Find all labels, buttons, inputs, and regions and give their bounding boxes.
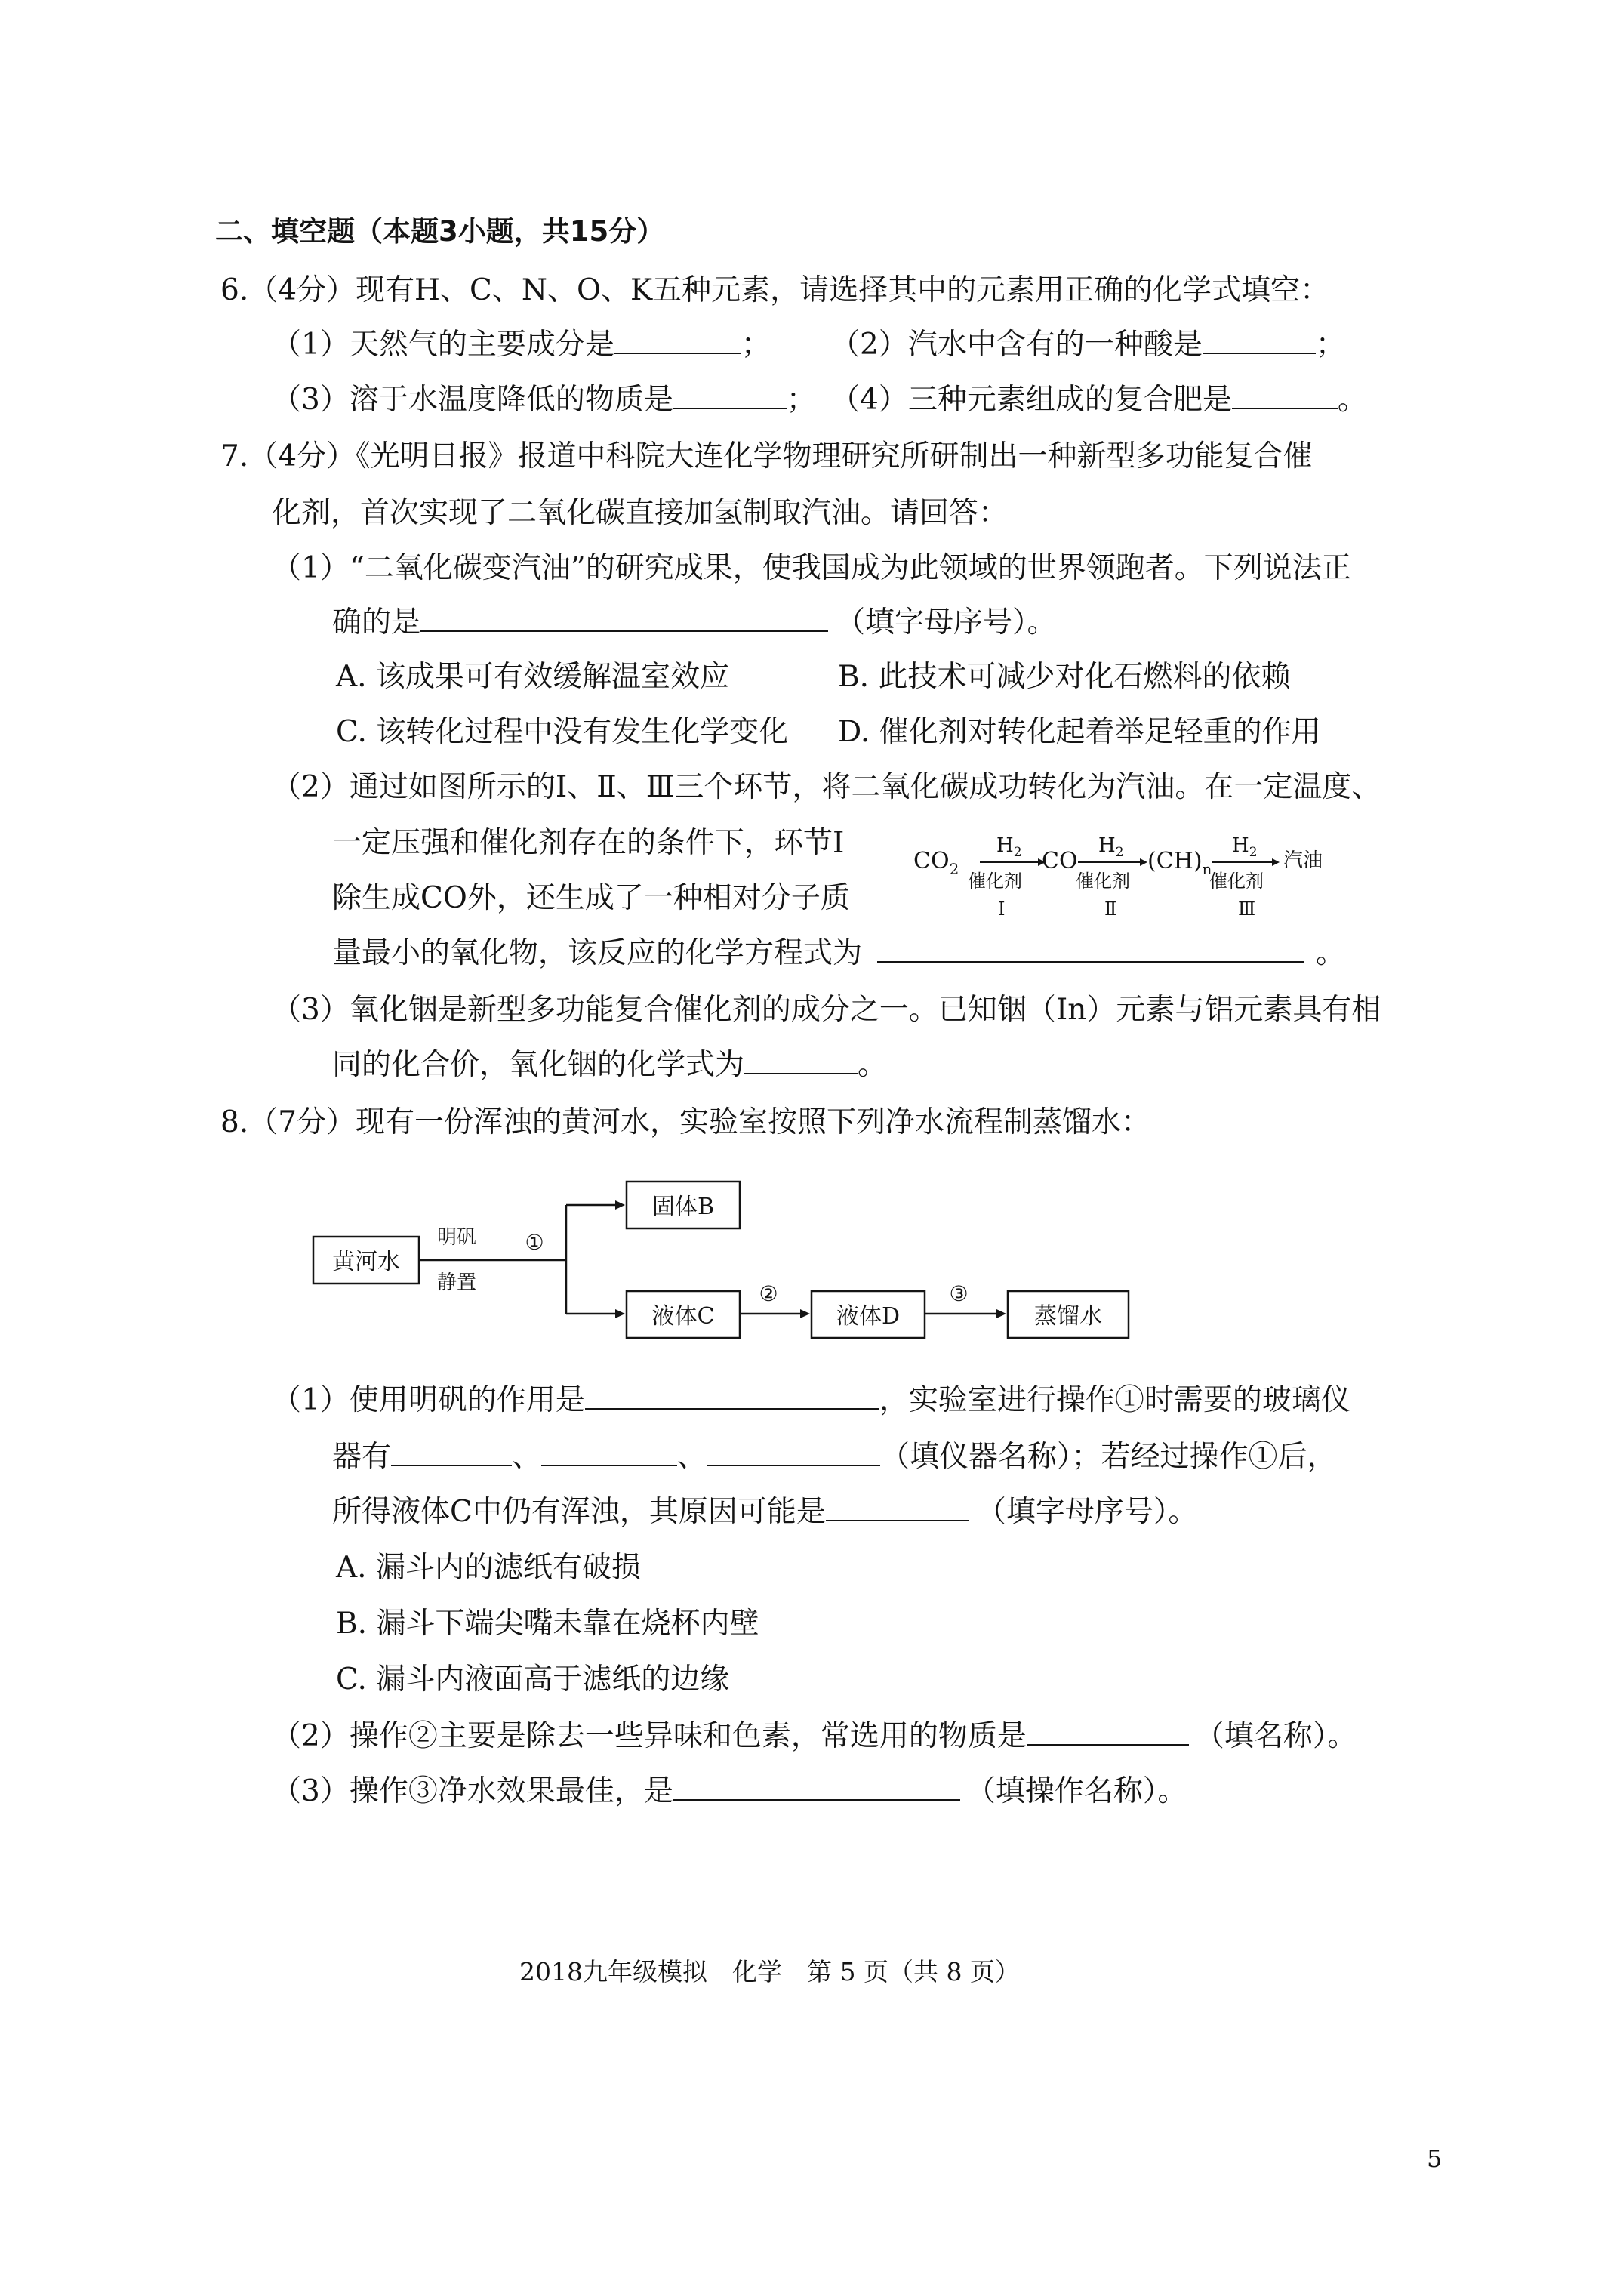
q6-part3-blank[interactable] <box>673 382 787 409</box>
flow-reagent-label: 明矾 <box>436 1226 477 1249</box>
q8-part1-line3-text: 所得液体C中仍有浑浊，其原因可能是 <box>332 1495 826 1529</box>
q8-option-a: A. 漏斗内的滤纸有破损 <box>336 1551 641 1585</box>
q7-part3-blank[interactable] <box>744 1047 858 1074</box>
scheme-step-3: Ⅲ <box>1238 898 1256 920</box>
flow-op2-label: ② <box>759 1281 778 1306</box>
q6-part3-end: ； <box>786 383 816 417</box>
q7-option-c: C. 该转化过程中没有发生化学变化 <box>336 715 789 749</box>
q8-part1-blank-4[interactable] <box>707 1439 880 1466</box>
q7-option-b: B. 此技术可减少对化石燃料的依赖 <box>838 660 1291 694</box>
flow-arrowhead-solid <box>615 1200 625 1210</box>
q6-part1-blank[interactable] <box>614 327 741 354</box>
q7-part2-line3: 除生成CO外，还生成了一种相对分子质 <box>332 881 850 915</box>
q6-part2-end: ； <box>1315 328 1345 362</box>
scheme-step-1: Ⅰ <box>998 898 1006 920</box>
q7-part2-line2: 一定压强和催化剂存在的条件下，环节Ⅰ <box>332 826 845 860</box>
scheme-h2-2: $H_2$ <box>1098 834 1124 860</box>
q6-part4-end: 。 <box>1337 383 1367 417</box>
q8-part3-end: （填操作名称）。 <box>965 1774 1187 1808</box>
q7-part2-line1: （2）通过如图所示的Ⅰ、Ⅱ、Ⅲ三个环节，将二氧化碳成功转化为汽油。在一定温度、 <box>272 770 1381 804</box>
q6-part4-blank[interactable] <box>1232 382 1338 409</box>
q7-part2-line4 <box>332 935 1345 972</box>
q7-stem-line1: 7.（4分）《光明日报》报道中科院大连化学物理研究所研制出一种新型多功能复合催 <box>220 439 1313 473</box>
scheme-arrowhead-2 <box>1140 858 1147 866</box>
q6-part1-text: （1）天然气的主要成分是 <box>272 328 614 362</box>
scheme-ch: $(CH)_n$ <box>1147 848 1212 878</box>
scheme-step-2: Ⅱ <box>1104 898 1117 920</box>
q7-part1-line2-text: 确的是 <box>332 606 421 639</box>
q6-part2-blank[interactable] <box>1203 327 1316 354</box>
scheme-catalyst-3: 催化剂 <box>1209 871 1264 892</box>
q6-part4-text: （4）三种元素组成的复合肥是 <box>830 383 1232 417</box>
q8-part1-blank-1[interactable] <box>585 1382 879 1410</box>
flow-op3-label: ③ <box>949 1281 969 1306</box>
q7-part1-line1: （1）“二氧化碳变汽油”的研究成果，使我国成为此领域的世界领跑者。下列说法正 <box>272 551 1351 585</box>
q8-option-c: C. 漏斗内液面高于滤纸的边缘 <box>336 1663 730 1697</box>
flow-start-label: 黄河水 <box>332 1249 400 1275</box>
q8-part1-sep-2: 、 <box>677 1440 707 1474</box>
q8-part3-text: （3）操作③净水效果最佳，是 <box>272 1774 673 1808</box>
q8-part3 <box>272 1773 1187 1811</box>
flow-liquid-c-label: 液体C <box>651 1303 715 1330</box>
flow-solid-b-label: 固体B <box>651 1194 715 1220</box>
q6-part2-text: （2）汽水中含有的一种酸是 <box>830 328 1203 362</box>
flow-distilled-label: 蒸馏水 <box>1034 1303 1102 1330</box>
q8-part2-end: （填名称）。 <box>1194 1719 1357 1753</box>
scheme-h2-3: $H_2$ <box>1232 834 1258 860</box>
scheme-gasoline: 汽油 <box>1283 849 1323 872</box>
page-number: 5 <box>1427 2144 1443 2173</box>
q8-part1-line1 <box>272 1382 1350 1419</box>
q8-part1-line3 <box>332 1493 1197 1531</box>
purification-flowchart <box>302 1163 1147 1351</box>
flow-liquid-d-label: 液体D <box>836 1303 901 1330</box>
q6-part1-end: ； <box>741 328 771 362</box>
scheme-h2-1: $H_2$ <box>996 834 1022 860</box>
q8-part1-sep-1: 、 <box>512 1440 542 1474</box>
q8-part1-blank-3[interactable] <box>541 1439 677 1466</box>
q7-stem-line2: 化剂，首次实现了二氧化碳直接加氢制取汽油。请回答： <box>272 496 1009 530</box>
q8-part2-blank[interactable] <box>1027 1718 1189 1746</box>
q8-part1-blank-5[interactable] <box>826 1494 969 1521</box>
q6-part2 <box>830 326 1345 364</box>
q8-part3-blank[interactable] <box>673 1774 960 1801</box>
page-footer: 2018九年级模拟 化学 第 5 页（共 8 页） <box>519 1957 1020 1986</box>
flow-arrowhead-2 <box>800 1309 810 1318</box>
flow-arrowhead-3 <box>996 1309 1006 1318</box>
scheme-arrowhead-3 <box>1272 858 1280 866</box>
q7-part2-blank[interactable] <box>877 935 1304 963</box>
flow-op1-label: ① <box>525 1230 544 1255</box>
q6-part3-text: （3）溶于水温度降低的物质是 <box>272 383 673 417</box>
scheme-catalyst-1: 催化剂 <box>968 871 1022 892</box>
q7-part3-line1: （3）氧化铟是新型多功能复合催化剂的成分之一。已知铟（In）元素与铝元素具有相 <box>272 993 1381 1027</box>
reaction-scheme <box>891 823 1344 921</box>
flow-arrowhead-liquid <box>615 1309 625 1318</box>
q8-part1-line2-start: 器有 <box>332 1440 392 1474</box>
q8-part1-line2-end: （填仪器名称）；若经过操作①后， <box>880 1440 1337 1474</box>
q7-part3-line2 <box>332 1046 887 1084</box>
q6-stem: 6.（4分）现有H、C、N、O、K五种元素，请选择其中的元素用正确的化学式填空： <box>220 273 1330 307</box>
q8-part1-blank-2[interactable] <box>391 1439 512 1466</box>
flow-settle-label: 静置 <box>436 1271 477 1294</box>
q8-stem: 8.（7分）现有一份浑浊的黄河水，实验室按照下列净水流程制蒸馏水： <box>220 1105 1151 1139</box>
q8-part1-line1-text: （1）使用明矾的作用是 <box>272 1383 585 1417</box>
q7-part1-line2 <box>332 604 1057 642</box>
q6-part3 <box>272 381 816 419</box>
q7-part1-blank[interactable] <box>420 605 828 632</box>
scheme-co: CO <box>1042 848 1078 874</box>
q8-part1-line1-end: ，实验室进行操作①时需要的玻璃仪 <box>879 1383 1350 1417</box>
q8-part2 <box>272 1718 1357 1755</box>
q8-part2-text: （2）操作②主要是除去一些异味和色素，常选用的物质是 <box>272 1719 1027 1753</box>
q7-part2-line4-end: 。 <box>1316 936 1346 970</box>
q6-part1 <box>272 326 771 364</box>
q7-part3-line2-end: 。 <box>858 1048 888 1082</box>
q8-option-b: B. 漏斗下端尖嘴未靠在烧杯内壁 <box>336 1607 759 1641</box>
q6-part4 <box>830 381 1367 419</box>
q7-option-a: A. 该成果可有效缓解温室效应 <box>336 660 729 694</box>
q8-part1-line3-end: （填字母序号）。 <box>976 1495 1198 1529</box>
q7-option-d: D. 催化剂对转化起着举足轻重的作用 <box>838 715 1321 749</box>
q7-part3-line2-text: 同的化合价，氧化铟的化学式为 <box>332 1048 745 1082</box>
q8-part1-line2 <box>332 1438 1337 1476</box>
q7-part2-line4-text: 量最小的氧化物，该反应的化学方程式为 <box>332 936 863 970</box>
section-title: 二、填空题（本题3小题，共15分） <box>215 215 665 248</box>
scheme-catalyst-2: 催化剂 <box>1076 871 1130 892</box>
scheme-co2: $CO_2$ <box>913 848 959 878</box>
q7-part1-line2-end: （填字母序号）。 <box>836 606 1057 639</box>
